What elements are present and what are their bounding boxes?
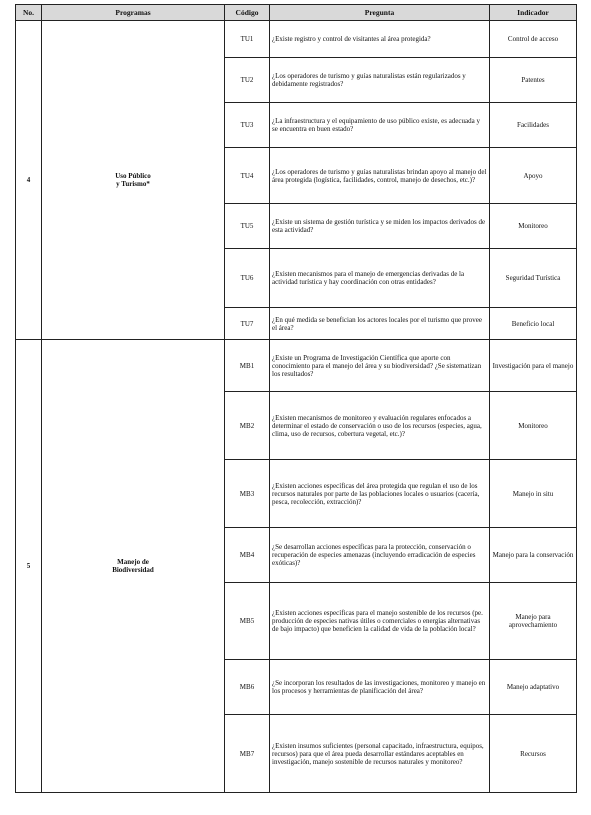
program-name	[42, 340, 225, 793]
code-cell: MB6	[225, 660, 270, 715]
header-codigo: Código	[225, 5, 270, 21]
code-cell: MB1	[225, 340, 270, 392]
header-no: No.	[16, 5, 42, 21]
indicator-cell: Beneficio local	[490, 308, 577, 340]
indicator-cell: Patentes	[490, 58, 577, 103]
code-cell: MB3	[225, 460, 270, 528]
question-cell: ¿La infraestructura y el equipamiento de uso público existe, es adecuada y se encuentra en buen estado?	[270, 103, 490, 148]
program-name	[42, 21, 225, 340]
code-cell: TU7	[225, 308, 270, 340]
question-cell: ¿Se incorporan los resultados de las investigaciones, monitoreo y manejo en los procesos y herramientas de planificación del área?	[270, 660, 490, 715]
code-cell: MB7	[225, 715, 270, 793]
code-cell: MB2	[225, 392, 270, 460]
program-number: 5	[16, 340, 42, 793]
program-number: 4	[16, 21, 42, 340]
code-cell: TU4	[225, 148, 270, 204]
question-cell: ¿Se desarrollan acciones específicas para la protección, conservación o recuperación de especies amenazas (incluyendo erradicación de especies exóticas)?	[270, 528, 490, 583]
program-name-line: y Turismo*	[116, 180, 150, 188]
question-cell: ¿En qué medida se benefician los actores locales por el turismo que provee el área?	[270, 308, 490, 340]
table-header-row	[16, 5, 577, 21]
table-row	[16, 340, 577, 392]
indicator-cell: Monitoreo	[490, 392, 577, 460]
question-cell: ¿Existen insumos suficientes (personal capacitado, infraestructura, equipos, recursos) para que el área pueda desarrollar estándares aceptables en investigación, manejo sostenible de recursos naturales y monitoreo?	[270, 715, 490, 793]
evaluation-table	[15, 4, 577, 793]
indicator-cell: Seguridad Turística	[490, 249, 577, 308]
code-cell: TU1	[225, 21, 270, 58]
question-cell: ¿Existen acciones específicas para el manejo sostenible de los recursos (pe. producción de especies nativas útiles o comerciales o energías alternativas de bajo impacto) que beneficien la calidad de vida de la población local?	[270, 583, 490, 660]
program-name-line: Manejo de	[117, 558, 149, 566]
question-cell: ¿Existe un sistema de gestión turística y se miden los impactos derivados de esta actividad?	[270, 204, 490, 249]
header-indicador: Indicador	[490, 5, 577, 21]
indicator-cell: Facilidades	[490, 103, 577, 148]
question-cell: ¿Los operadores de turismo y guías naturalistas brindan apoyo al manejo del área protegida (logística, facilidades, control, manejo de desechos, etc.)?	[270, 148, 490, 204]
code-cell: TU5	[225, 204, 270, 249]
question-cell: ¿Existen acciones específicas del área protegida que regulan el uso de los recursos naturales por parte de las poblaciones locales o usuarios (cacería, pesca, recolección, extracción)?	[270, 460, 490, 528]
indicator-cell: Apoyo	[490, 148, 577, 204]
indicator-cell: Manejo in situ	[490, 460, 577, 528]
indicator-cell: Manejo para la conservación	[490, 528, 577, 583]
question-cell: ¿Existen mecanismos de monitoreo y evaluación regulares enfocados a determinar el estado de conservación o uso de los recursos (especies, agua, clima, uso de recursos, cobertura vegetal, etc.)?	[270, 392, 490, 460]
question-cell: ¿Existe registro y control de visitantes al área protegida?	[270, 21, 490, 58]
program-name-line: Uso Público	[115, 172, 151, 180]
header-programas: Programas	[42, 5, 225, 21]
indicator-cell: Monitoreo	[490, 204, 577, 249]
code-cell: MB5	[225, 583, 270, 660]
question-cell: ¿Los operadores de turismo y guías naturalistas están regularizados y debidamente registrados?	[270, 58, 490, 103]
indicator-cell: Manejo adaptativo	[490, 660, 577, 715]
table-row	[16, 21, 577, 58]
question-cell: ¿Existen mecanismos para el manejo de emergencias derivadas de la actividad turística y hay coordinación con otras entidades?	[270, 249, 490, 308]
document-page	[15, 4, 576, 793]
code-cell: TU2	[225, 58, 270, 103]
question-cell: ¿Existe un Programa de Investigación Científica que aporte con conocimiento para el manejo del área y su biodiversidad? ¿Se sistematizan los resultados?	[270, 340, 490, 392]
code-cell: TU3	[225, 103, 270, 148]
code-cell: TU6	[225, 249, 270, 308]
indicator-cell: Investigación para el manejo	[490, 340, 577, 392]
program-name-line: Biodiversidad	[112, 566, 154, 574]
indicator-cell: Recursos	[490, 715, 577, 793]
indicator-cell: Control de acceso	[490, 21, 577, 58]
code-cell: MB4	[225, 528, 270, 583]
header-pregunta: Pregunta	[270, 5, 490, 21]
indicator-cell: Manejo para aprovechamiento	[490, 583, 577, 660]
